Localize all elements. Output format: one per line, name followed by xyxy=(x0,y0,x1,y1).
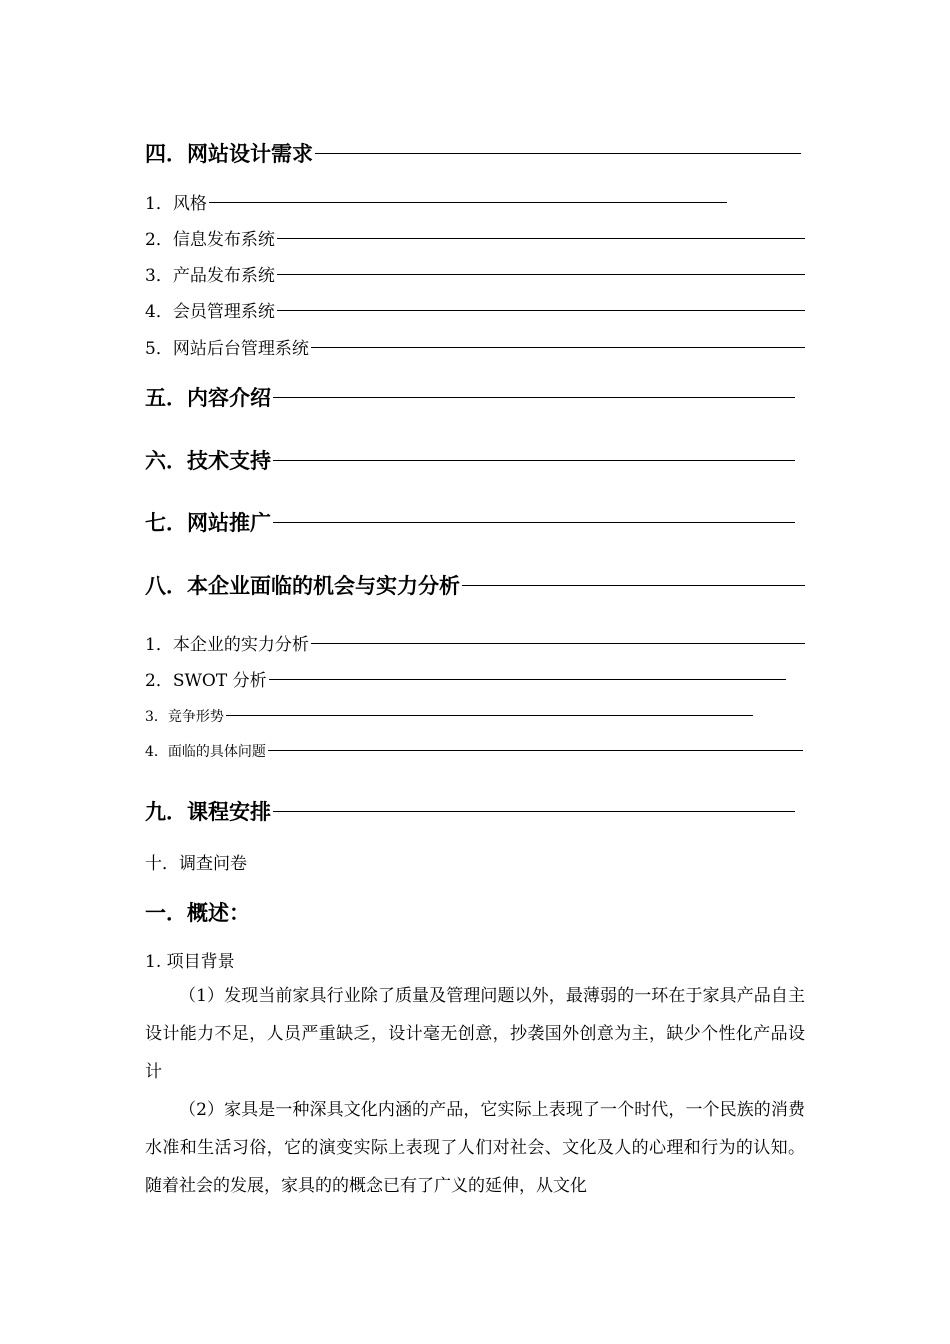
toc-entry-sec10[interactable]: 十．调查问卷 xyxy=(145,854,247,874)
toc-label: 五．内容介绍 xyxy=(145,386,271,410)
paragraph-1: （1）发现当前家具行业除了质量及管理问题以外，最薄弱的一环在于家具产品自主设计能力不足，人员严重缺乏，设计毫无创意，抄袭国外创意为主，缺少个性化产品设计 xyxy=(145,986,805,1082)
toc-entry-sec4[interactable] xyxy=(145,138,801,168)
toc-label: 1．风格 xyxy=(145,194,207,214)
toc-leader xyxy=(277,238,805,239)
toc-label: 3．产品发布系统 xyxy=(145,266,275,286)
toc-leader xyxy=(277,274,805,275)
paragraph-2: （2）家具是一种深具文化内涵的产品，它实际上表现了一个时代，一个民族的消费水准和生活习俗，它的演变实际上表现了人们对社会、文化及人的心理和行为的认知。随着社会的发展，家具的的概念已有了广义的延伸，从文化 xyxy=(145,1100,805,1196)
toc-label: 六．技术支持 xyxy=(145,449,271,473)
toc-leader xyxy=(209,202,727,203)
toc-label: 2．信息发布系统 xyxy=(145,230,275,250)
section-heading: 一．概述： xyxy=(145,901,250,925)
toc-leader xyxy=(277,310,805,311)
toc-leader xyxy=(315,153,801,154)
toc-entry-sec8-1[interactable] xyxy=(145,630,805,655)
toc-leader xyxy=(273,811,795,812)
toc-label: 八．本企业面临的机会与实力分析 xyxy=(145,574,460,598)
toc-leader xyxy=(462,585,805,586)
toc-label: 3．竞争形势 xyxy=(145,709,224,725)
toc-entry-sec4-2[interactable] xyxy=(145,225,805,250)
toc-entry-sec4-4[interactable] xyxy=(145,297,805,322)
toc-leader xyxy=(273,397,795,398)
toc-label: 1．本企业的实力分析 xyxy=(145,635,309,655)
toc-label: 4．面临的具体问题 xyxy=(145,744,266,760)
toc-entry-sec5[interactable] xyxy=(145,382,795,412)
toc-label: 5．网站后台管理系统 xyxy=(145,339,309,359)
toc-entry-sec8-2[interactable] xyxy=(145,666,786,691)
toc-leader xyxy=(273,460,795,461)
toc-label: 2．SWOT 分析 xyxy=(145,671,267,691)
toc-leader xyxy=(311,643,805,644)
toc-label: 4．会员管理系统 xyxy=(145,302,275,322)
toc-entry-sec4-3[interactable] xyxy=(145,261,805,286)
subsection-heading: 1. 项目背景 xyxy=(145,952,235,972)
toc-label: 七．网站推广 xyxy=(145,511,271,535)
toc-entry-sec8[interactable] xyxy=(145,570,805,600)
toc-entry-sec6[interactable] xyxy=(145,445,795,475)
toc-entry-sec4-5[interactable] xyxy=(145,334,805,359)
toc-entry-sec7[interactable] xyxy=(145,507,795,537)
toc-entry-sec8-4[interactable] xyxy=(145,741,803,761)
toc-leader xyxy=(268,750,803,751)
toc-leader xyxy=(273,522,795,523)
toc-entry-sec4-1[interactable] xyxy=(145,189,727,214)
toc-label: 四．网站设计需求 xyxy=(145,142,313,166)
toc-leader xyxy=(269,679,786,680)
toc-leader xyxy=(311,347,805,348)
toc-leader xyxy=(226,715,753,716)
toc-entry-sec9[interactable] xyxy=(145,796,795,826)
toc-entry-sec8-3[interactable] xyxy=(145,706,753,726)
toc-label: 九．课程安排 xyxy=(145,800,271,824)
